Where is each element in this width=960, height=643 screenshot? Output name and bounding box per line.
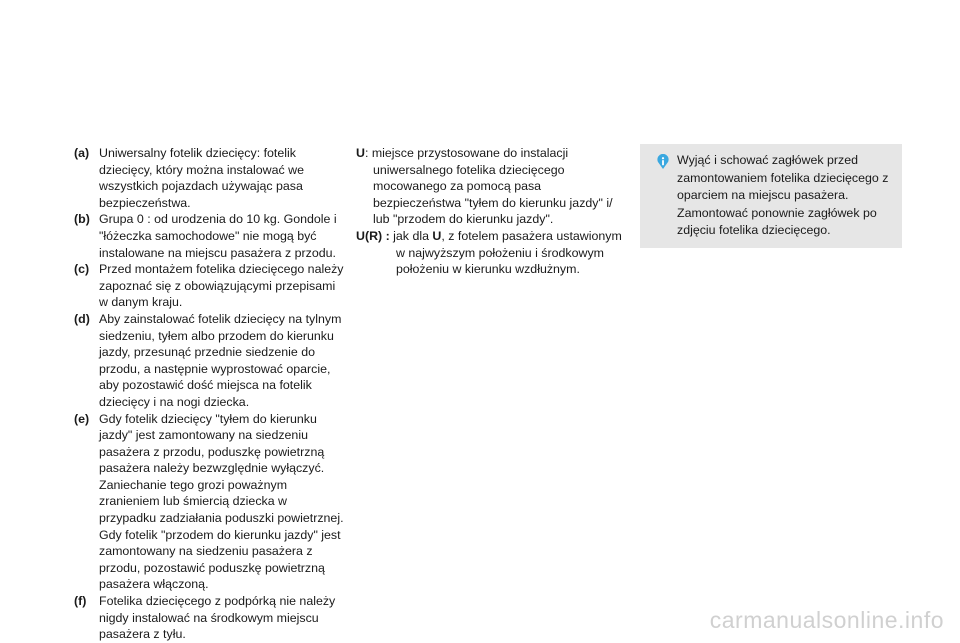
definition-text: jak dla: [389, 228, 433, 243]
info-text: Wyjąć i schować zagłówek przed zamontowaniem fotelika dziecięcego z oparciem na miejscu pasażera. Zamontować ponownie zagłówek po zdjęciu fotelika dziecięcego.: [677, 153, 889, 238]
note-label: (a): [74, 146, 90, 160]
info-icon: [656, 154, 670, 170]
note-text: Aby zainstalować fotelik dziecięcy na tylnym siedzeniu, tyłem albo przodem do kierunku jazdy, przesunąć przednie siedzenie do przodu, a następnie wyprostować oparcie, aby pozostawić dość miejsca na fotelik dziecięcy i na nogi dziecka.: [99, 311, 342, 409]
note-e: [74, 411, 344, 594]
watermark: carmanualsonline.info: [709, 607, 944, 633]
note-d: [74, 311, 344, 411]
note-c: [74, 261, 344, 311]
definition-u-ref: U: [432, 228, 442, 243]
note-label: (f): [74, 594, 87, 609]
note-text: Grupa 0 : od urodzenia do 10 kg. Gondole i "łóżeczka samochodowe" nie mogą być instalowane na miejscu pasażera z przodu.: [99, 212, 337, 260]
definition-text: : miejsce przystosowane do instalacji uniwersalnego fotelika dziecięcego mocowanego za pomocą pasa bezpieczeństwa "tyłem do kierunku jazdy" i/ lub "przodem do kierunku jazdy".: [364, 146, 613, 227]
seat-code-definitions: [356, 145, 624, 278]
note-b: [74, 211, 344, 261]
note-f: [74, 593, 344, 643]
note-a: [74, 145, 344, 211]
definition-text: , z fotelem pasażera ustawionym w najwyższym położeniu i środkowym położeniu w kierunku wzdłużnym.: [396, 228, 622, 277]
definition-key: U(R) :: [356, 228, 390, 243]
child-seat-notes: [74, 145, 344, 643]
definition-key: U: [356, 146, 365, 160]
note-label: (d): [74, 311, 90, 326]
note-text: Przed montażem fotelika dziecięcego należy zapoznać się z obowiązującymi przepisami w danym kraju.: [99, 262, 344, 310]
note-text: Gdy fotelik dziecięcy "tyłem do kierunku jazdy" jest zamontowany na siedzeniu pasażera z przodu, poduszkę powietrzną pasażera należy bezwzględnie wyłączyć. Zaniechanie tego grozi poważnym zranieniem lub śmiercią dziecka w przypadku zadziałania poduszki powietrznej. Gdy fotelik "przodem do kierunku jazdy" jest zamontowany na siedzeniu pasażera z przodu, pozostawić poduszkę powietrzną pasażera włączoną.: [99, 411, 344, 592]
note-text: Fotelika dziecięcego z podpórką nie należy nigdy instalować na środkowym miejscu pasażera z tyłu.: [99, 594, 336, 642]
info-box: [640, 144, 902, 248]
definition-ur: [356, 228, 624, 278]
note-text: Uniwersalny fotelik dziecięcy: fotelik dziecięcy, który można instalować we wszystkich pojazdach używając pasa bezpieczeństwa.: [99, 146, 304, 210]
note-label: (b): [74, 212, 90, 227]
note-label: (c): [74, 262, 90, 277]
definition-u: [356, 145, 624, 228]
note-label: (e): [74, 411, 90, 426]
